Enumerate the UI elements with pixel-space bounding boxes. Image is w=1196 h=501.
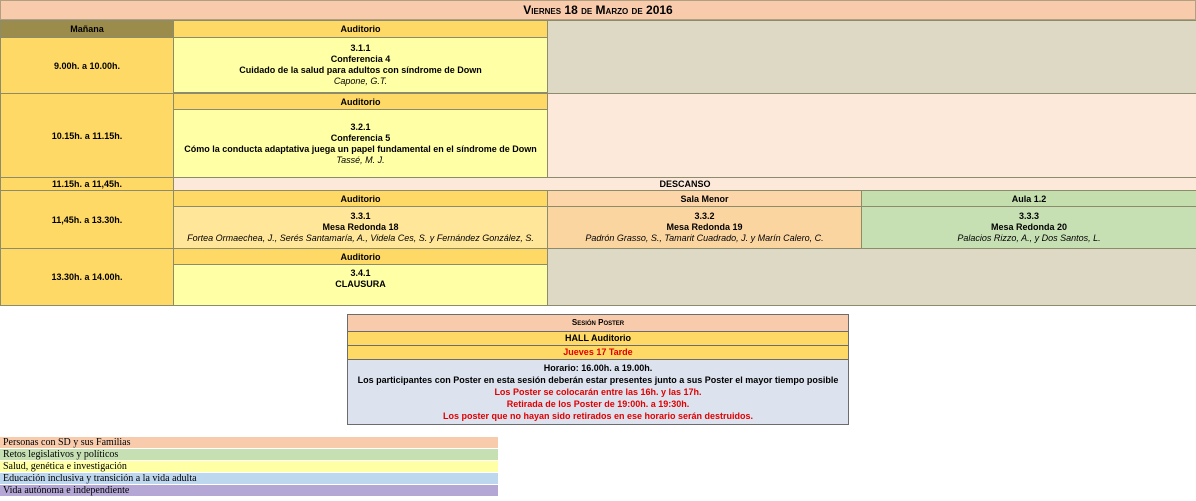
poster-session-box <box>347 314 849 425</box>
poster-location: HALL Auditorio <box>347 332 849 346</box>
poster-warning: Los poster que no hayan sido retirados en ese horario serán destruidos. <box>442 411 754 421</box>
session-type: CLAUSURA <box>335 279 386 289</box>
legend-item-families: Personas con SD y sus Familias <box>0 437 498 449</box>
session-author: Padrón Grasso, S., Tamarit Cuadrado, J. y Marín Calero, C. <box>585 233 824 243</box>
title-date: de Marzo de <box>581 3 643 17</box>
session-type: Mesa Redonda 18 <box>322 222 399 232</box>
poster-removal-time: Retirada de los Poster de 19:00h. a 19:30h. <box>506 399 690 409</box>
session-author: Tassé, M. J. <box>336 154 385 165</box>
session-code: 3.1.1 <box>350 43 371 53</box>
session-code: 3.3.1 <box>350 211 371 221</box>
title-day-number: 18 <box>564 3 578 17</box>
time-slot-r5: 13.30h. a 14.00h. <box>1 249 174 306</box>
session-author: Fortea Ormaechea, J., Serés Santamaría, A., Videla Ces, S. y Fernández González, S. <box>187 233 534 243</box>
time-slot-r3: 11.15h. a 11,45h. <box>1 178 174 191</box>
time-slot-r4: 11,45h. a 13.30h. <box>1 191 174 249</box>
page-title <box>0 0 1196 20</box>
empty-cell-r2 <box>548 94 1196 178</box>
session-r4-auditorio <box>174 207 548 249</box>
poster-day: Jueves 17 Tarde <box>347 346 849 360</box>
legend-item-health: Salud, genética e investigación <box>0 461 498 473</box>
room-header-r5: Auditorio <box>174 249 548 265</box>
empty-cell-r5 <box>548 249 1196 306</box>
room-header-r1: Auditorio <box>174 21 548 38</box>
session-r4-sala-menor <box>548 207 862 249</box>
legend-item-legislative: Retos legislativos y políticos <box>0 449 498 461</box>
legend-item-autonomous-living: Vida autónoma e independiente <box>0 485 498 497</box>
legend-item-education: Educación inclusiva y transición a la vida adulta <box>0 473 498 485</box>
session-code: 3.4.1 <box>350 268 371 278</box>
session-type: Mesa Redonda 20 <box>990 222 1068 232</box>
session-author: Palacios Rizzo, A., y Dos Santos, L. <box>957 233 1101 243</box>
poster-instructions: Los participantes con Poster en esta sesión deberán estar presentes junto a sus Poster el mayor tiempo posible <box>357 375 839 385</box>
poster-heading: Sesión Poster <box>347 314 849 332</box>
session-r5 <box>174 265 548 306</box>
session-r1 <box>174 38 548 93</box>
session-title: Cuidado de la salud para adultos con síndrome de Down <box>239 65 482 75</box>
time-slot-r2: 10.15h. a 11.15h. <box>1 94 174 178</box>
poster-details <box>347 360 849 425</box>
empty-cell-r1 <box>548 21 1196 94</box>
poster-schedule: Horario: 16.00h. a 19.00h. <box>543 363 653 373</box>
room-header-auditorio: Auditorio <box>174 191 548 207</box>
session-author: Capone, G.T. <box>333 76 388 86</box>
session-code: 3.2.1 <box>350 121 371 132</box>
poster-place-time: Los Poster se colocarán entre las 16h. y las 17h. <box>494 387 702 397</box>
morning-header: Mañana <box>1 21 174 38</box>
session-code: 3.3.2 <box>694 211 715 221</box>
session-type: Conferencia 4 <box>330 54 391 64</box>
session-title: Cómo la conducta adaptativa juega un papel fundamental en el síndrome de Down <box>184 143 537 154</box>
room-header-r2: Auditorio <box>174 94 548 110</box>
schedule-grid <box>0 20 1196 306</box>
session-type: Conferencia 5 <box>330 132 391 143</box>
title-year: 2016 <box>646 3 673 17</box>
session-r4-aula <box>862 207 1196 249</box>
room-header-aula: Aula 1.2 <box>862 191 1196 207</box>
session-r2 <box>174 110 548 178</box>
title-day: Viernes <box>523 3 562 17</box>
time-slot-r1: 9.00h. a 10.00h. <box>1 38 174 94</box>
break-label: DESCANSO <box>174 178 1196 191</box>
session-type: Mesa Redonda 19 <box>666 222 743 232</box>
session-code: 3.3.3 <box>1018 211 1040 221</box>
room-header-sala-menor: Sala Menor <box>548 191 862 207</box>
